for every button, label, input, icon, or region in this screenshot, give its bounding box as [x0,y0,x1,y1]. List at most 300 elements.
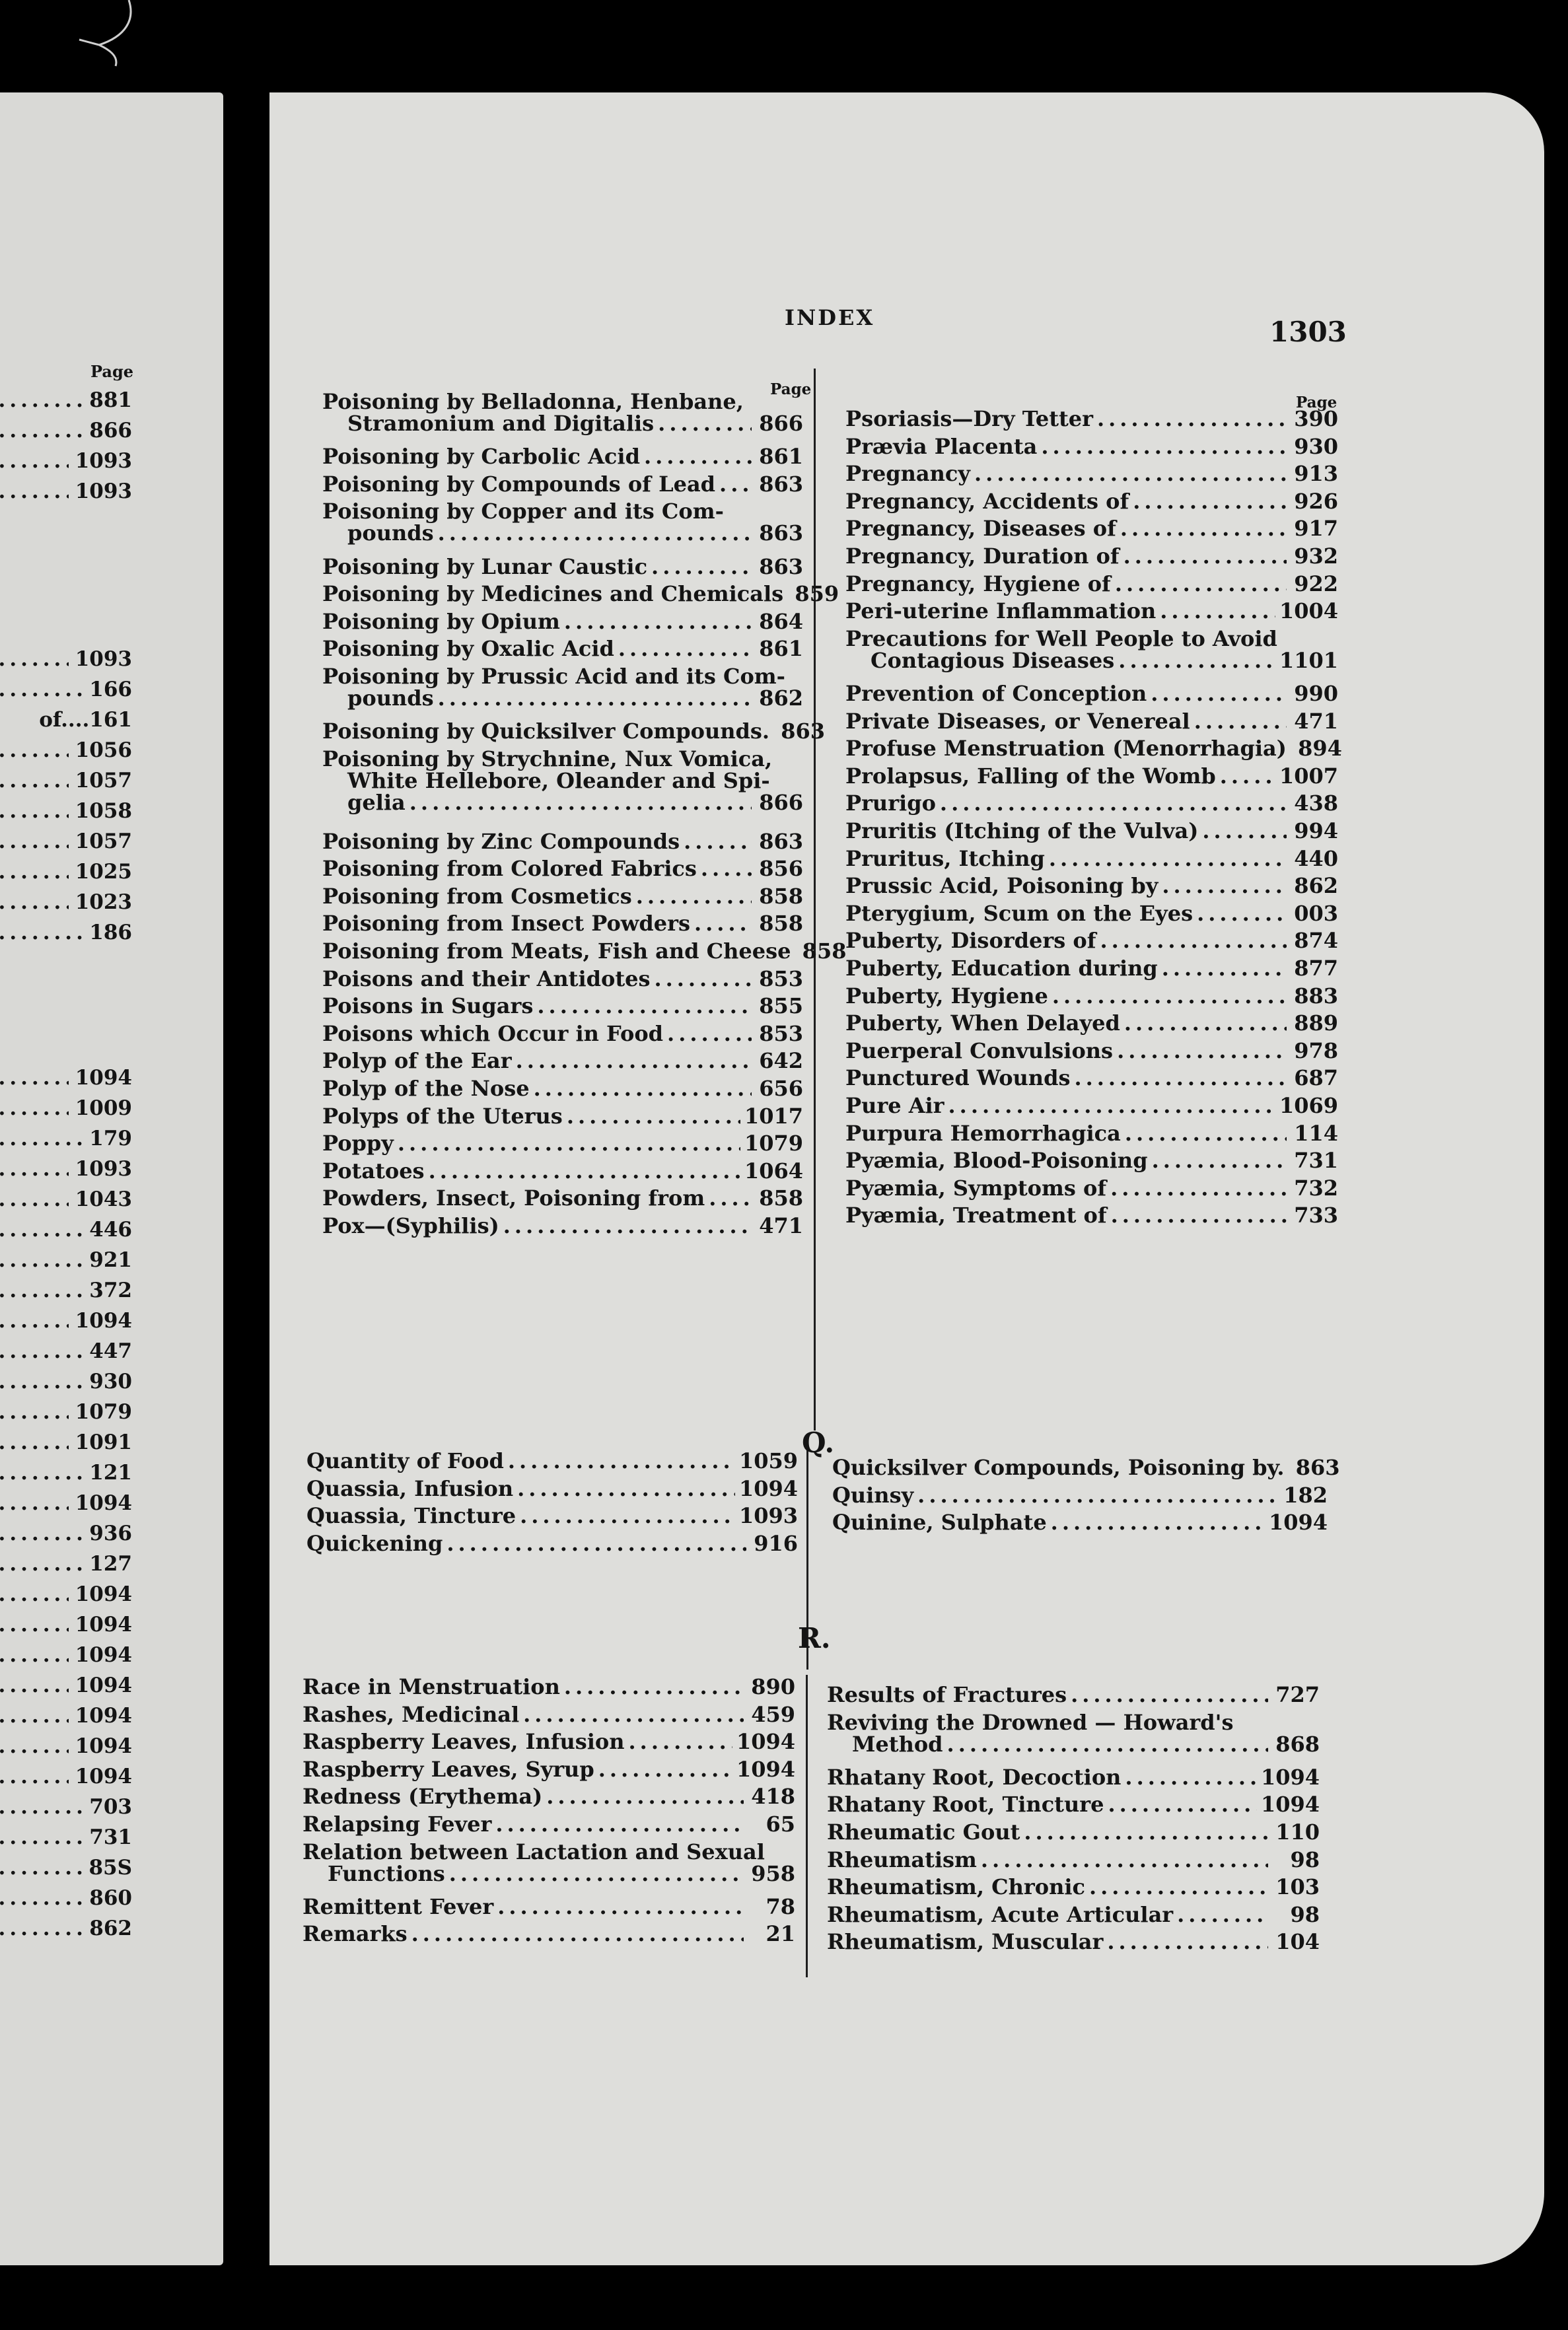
leader-dots [1120,518,1287,540]
leader-dots [0,1066,69,1090]
leader-dots [0,678,83,701]
entry-page-number: 1093 [738,1503,798,1529]
index-entry [322,1215,803,1237]
left-page-fragment [0,1582,132,1606]
leader-dots [411,1923,744,1945]
index-entry [827,1709,1320,1757]
leader-dots [0,647,69,671]
entry-page-number: 861 [759,444,803,470]
leader-dots [516,1050,752,1072]
leader-dots [0,1734,69,1758]
fragment-page-number: 121 [89,1461,132,1485]
index-entry [322,748,803,814]
left-page-fragment [0,479,132,503]
index-entry [303,1841,795,1885]
fragment-page-number: 866 [89,419,132,442]
entry-text: Poisoning from Colored Fabrics [322,856,697,882]
leader-dots [0,1643,69,1667]
fragment-page-number: 1093 [75,647,132,671]
fragment-page-number: 1094 [75,1491,132,1515]
index-entry [303,1731,795,1753]
left-page-fragment [0,1674,132,1697]
fragment-page-number: 1094 [75,1309,132,1333]
entry-page-number: 104 [1275,1929,1320,1955]
left-page-fragment [0,1279,132,1302]
fragment-page-number: 1058 [75,799,132,823]
fragment-page-number: 1043 [75,1187,132,1211]
entry-text: Poisoning by Compounds of Lead [322,471,716,497]
left-page-fragment [0,1522,132,1545]
leader-dots [0,419,83,442]
fragment-page-number: 166 [89,678,132,701]
entry-text: Puberty, Hygiene [845,983,1048,1008]
fragment-page-number: 731 [89,1825,132,1849]
leader-dots [0,830,69,853]
entry-text: Prolapsus, Falling of the Womb [845,763,1216,789]
entry-page-number: 859 [795,581,839,607]
entry-text: Precautions for Well People to Avoid [845,625,1277,651]
left-page-fragment [0,1248,132,1272]
entry-text: Pregnancy [845,461,970,487]
fragment-page-number: 1091 [75,1430,132,1454]
leader-dots [1024,1821,1268,1843]
leader-dots [1124,1012,1287,1034]
page-title: INDEX [785,305,875,330]
scan-corner-mark [0,0,172,73]
index-entry [845,793,1338,814]
entry-text: gelia [347,789,406,815]
column-page-label-left: Page [770,380,812,398]
left-page-fragment [0,1127,132,1150]
entry-page-number: 913 [1294,461,1338,487]
leader-dots [0,1309,69,1333]
entry-text: Rhatany Root, Decoction [827,1764,1122,1790]
index-entry [322,719,826,744]
entry-page-number: 916 [754,1530,798,1556]
entry-page-number: 1094 [1260,1792,1320,1818]
index-entry [322,938,847,964]
index-entry [322,1187,803,1209]
fragment-page-number: 372 [89,1279,132,1302]
index-entry [845,958,1338,979]
leader-dots [0,921,83,944]
entry-page-number: 861 [759,636,803,662]
entry-text: Quinsy [832,1482,914,1508]
index-entry [845,875,1338,897]
leader-dots [0,479,69,503]
fragment-page-number: 85S [89,1856,132,1880]
leader-dots [0,1825,83,1849]
leader-dots [1041,436,1287,458]
entry-page-number: 868 [1275,1731,1320,1757]
entry-text: Pyæmia, Symptoms of [845,1175,1107,1201]
leader-dots [0,1491,69,1515]
entry-text: Puberty, Education during [845,956,1158,981]
entry-text: Quickening [306,1530,443,1556]
leader-dots [1220,765,1275,787]
left-page-fragment [0,1765,132,1788]
entry-page-number: 103 [1275,1874,1320,1900]
fragment-page-number: 161 [89,708,132,732]
entry-page-number: 930 [1294,433,1338,459]
entry-text: Peri-uterine Inflammation [845,598,1157,624]
entry-page-number: 863 [759,520,803,546]
leader-dots [446,1533,746,1555]
fragment-page-number: 936 [89,1522,132,1545]
leader-dots [1071,1684,1268,1706]
entry-page-number: 732 [1294,1175,1338,1201]
entry-text: Rashes, Medicinal [303,1701,520,1727]
entry-text: Polyp of the Ear [322,1048,512,1074]
entry-text: Powders, Insect, Poisoning from [322,1185,705,1211]
leader-dots [940,793,1287,814]
index-entry [322,1050,803,1072]
entry-page-number: 1059 [738,1448,798,1473]
left-page-fragment [0,1400,132,1424]
index-entry [322,883,803,909]
fragment-page-number: 1025 [75,860,132,884]
entry-text: Purpura Hemorrhagica [845,1120,1121,1146]
index-entry [303,1814,795,1835]
entry-text: Pruritus, Itching [845,845,1045,871]
entry-text: Poisoning by Oxalic Acid [322,636,614,662]
fragment-page-number: 1094 [75,1643,132,1667]
leader-dots [0,799,69,823]
entry-page-number: 862 [759,686,803,711]
index-entry [303,1756,795,1782]
entry-page-number: 853 [759,1020,803,1046]
leader-dots [0,1279,83,1302]
fragment-page-number: 127 [89,1552,132,1576]
entry-text: Poisoning by Prussic Acid and its Com- [322,664,785,689]
index-entry [827,1821,1320,1843]
entry-page-number: 856 [759,856,803,882]
entry-text: Poisoning from Insect Powders [322,911,690,936]
entry-page-number: 889 [1294,1010,1338,1036]
entry-page-number: 1064 [744,1158,803,1183]
entry-page-number: 853 [759,966,803,991]
entry-page-number: 98 [1290,1847,1320,1872]
index-entry [845,1175,1338,1201]
left-page-fragment [0,1096,132,1120]
entry-text: Poisoning by Strychnine, Nux Vomica, [322,746,773,771]
fragment-page-number: 1094 [75,1704,132,1728]
entry-page-number: 863 [781,719,826,744]
fragment-page-number: 881 [89,388,132,412]
left-page-fragment [0,1218,132,1242]
fragment-page-number: 930 [89,1370,132,1394]
entry-text: Rheumatism, Acute Articular [827,1901,1174,1927]
entry-page-number: 858 [759,1185,803,1211]
leader-dots [0,1765,69,1788]
leader-dots [520,1505,735,1527]
fragment-page-number: 1079 [75,1400,132,1424]
leader-dots [429,1160,740,1182]
index-entry [322,1078,803,1100]
leader-dots [438,688,752,709]
entry-text: Poisoning from Cosmetics [322,883,632,909]
entry-page-number: 1007 [1279,763,1338,789]
entry-text: Pregnancy, Duration of [845,544,1120,569]
entry-text: Remittent Fever [303,1893,494,1919]
entry-page-number: 1079 [744,1131,803,1156]
leader-dots [0,738,69,762]
leader-dots [0,1704,69,1728]
entry-text: Potatoes [322,1158,425,1183]
leader-dots [1118,650,1275,672]
leader-dots [981,1849,1268,1871]
leader-dots [0,1218,83,1242]
entry-page-number: 1017 [744,1103,803,1129]
leader-dots [618,638,752,660]
index-entry [832,1455,1340,1480]
fragment-page-number: 1094 [75,1674,132,1697]
entry-text: Functions [328,1860,445,1886]
entry-page-number: 926 [1294,488,1338,514]
index-entry [845,1040,1338,1062]
entry-page-number: 727 [1275,1682,1320,1707]
index-page [269,92,1544,2265]
leader-dots [1074,1067,1287,1089]
entry-page-number: 978 [1294,1038,1338,1063]
leader-dots [667,1023,752,1045]
leader-dots [684,831,752,853]
leader-dots [410,792,752,814]
left-page-fragment [0,799,132,823]
entry-text: Quinine, Sulphate [832,1510,1047,1536]
left-page-fragment [0,1917,132,1940]
entry-text: Poisoning by Opium [322,608,560,634]
entry-text: pounds [347,686,434,711]
index-entry [845,1067,1338,1089]
fragment-page-number: 1093 [75,449,132,473]
index-entry [845,488,1338,514]
leader-dots [0,890,69,914]
entry-page-number: 418 [751,1784,795,1810]
left-page-fragment [0,890,132,914]
leader-dots [651,556,752,578]
index-entry [322,828,803,854]
left-page-fragment [0,1157,132,1181]
leader-dots [0,1248,83,1272]
entry-page-number: 922 [1294,571,1338,596]
index-entry [845,1095,1338,1117]
entry-page-number: 863 [759,471,803,497]
index-entry [322,968,803,990]
entry-page-number: 1094 [738,1475,798,1501]
leader-dots [1194,711,1287,732]
entry-page-number: 78 [766,1893,795,1919]
entry-text: Pterygium, Scum on the Eyes [845,900,1194,926]
entry-text: Prævia Placenta [845,433,1038,459]
leader-dots [0,1582,69,1606]
left-page-fragment [0,1734,132,1758]
left-page-fragment [0,1613,132,1637]
entry-page-number: 110 [1275,1819,1320,1845]
entry-page-number: 855 [759,993,803,1019]
leader-dots [1115,573,1287,595]
entry-text: Pyæmia, Blood-Poisoning [845,1148,1148,1174]
leader-dots [0,1096,69,1120]
entry-page-number: 894 [1298,736,1342,761]
entry-page-number: 1069 [1279,1093,1338,1118]
index-entry [827,1931,1320,1953]
left-page-fragment [0,1795,132,1819]
column-divider-r [806,1675,808,1977]
entry-text: Poisons which Occur in Food [322,1020,664,1046]
entry-text: Prurigo [845,791,936,816]
entry-text: Raspberry Leaves, Syrup [303,1756,594,1782]
index-entry [845,900,1338,926]
index-entry [303,1676,795,1698]
entry-page-number: 1094 [1260,1764,1320,1790]
entry-page-number: 733 [1294,1203,1338,1228]
previous-page-edge [0,92,223,2265]
entry-text: Puerperal Convulsions [845,1038,1114,1063]
index-entry [832,1482,1328,1508]
entry-text: Puberty, When Delayed [845,1010,1120,1036]
column-divider-p [814,369,816,1430]
index-entry [322,608,803,634]
index-entry [827,1849,1320,1871]
entry-page-number: 114 [1294,1120,1338,1146]
section-letter-r: R. [798,1622,831,1654]
fragment-page-number: 1094 [75,1734,132,1758]
fragment-page-number: 186 [89,921,132,944]
leader-dots [636,886,752,907]
entry-text: Poisoning by Carbolic Acid [322,444,640,470]
entry-page-number: 863 [759,553,803,579]
leader-dots [598,1759,732,1781]
index-entry [306,1475,798,1501]
leader-dots [0,1339,83,1363]
index-entry [845,1150,1338,1172]
entry-page-number: 858 [759,911,803,936]
leader-dots [564,611,752,633]
leader-dots [398,1133,740,1154]
leader-dots [0,1370,83,1394]
leader-dots [719,474,752,495]
index-entry [322,1133,803,1154]
entry-text: Poisoning from Meats, Fish and Cheese [322,938,791,964]
left-page-fragment [0,1309,132,1333]
index-entry [322,501,803,544]
leader-dots [1111,1205,1287,1226]
leader-dots [0,1461,83,1485]
entry-text: Rhatany Root, Tincture [827,1792,1104,1818]
leader-dots [0,1674,69,1697]
fragment-page-number: 1057 [75,830,132,853]
fragment-page-number: 1009 [75,1096,132,1120]
leader-dots [654,968,752,990]
left-page-fragment [0,449,132,473]
entry-text: Stramonium and Digitalis [347,411,655,436]
index-entry [322,1020,803,1046]
leader-dots [1202,820,1287,842]
index-entry [827,1794,1320,1816]
entry-page-number: 932 [1294,544,1338,569]
entry-page-number: 1004 [1279,598,1338,624]
entry-page-number: 731 [1294,1148,1338,1174]
entry-text: Prussic Acid, Poisoning by [845,873,1158,899]
entry-page-number: 990 [1294,681,1338,706]
leader-dots [497,1896,744,1918]
leader-dots [1162,875,1287,897]
entry-text: Redness (Erythema) [303,1784,543,1810]
index-entry [322,858,803,880]
leader-dots [701,858,752,880]
index-entry [832,1512,1328,1534]
leader-dots [0,1400,69,1424]
leader-dots [644,446,752,468]
leader-dots [1133,491,1287,512]
index-entry [827,1901,1320,1927]
index-entry [827,1876,1320,1898]
entry-text: Profuse Menstruation (Menorrhagia) [845,736,1287,761]
fragment-page-number: 703 [89,1795,132,1819]
leader-dots [0,769,69,793]
entry-text: Prevention of Conception [845,681,1147,706]
leader-dots [947,1734,1268,1755]
index-entry [322,553,803,579]
entry-page-number: 1094 [1268,1510,1328,1536]
index-entry [845,820,1338,842]
leader-dots [709,1187,752,1209]
leader-dots [0,1430,69,1454]
entry-text: Pregnancy, Accidents of [845,488,1129,514]
leader-dots [1089,1876,1268,1898]
entry-text: Poisoning by Zinc Compounds [322,828,680,854]
leader-dots [1100,930,1287,952]
fragment-page-number: 1093 [75,479,132,503]
entry-page-number: 858 [802,938,847,964]
entry-text: Raspberry Leaves, Infusion [303,1729,625,1755]
fragment-page-number: 1023 [75,890,132,914]
index-entry [303,1923,795,1945]
entry-text: pounds [347,520,434,546]
leader-dots [517,1478,735,1500]
fragment-page-number: 862 [89,1917,132,1940]
leader-dots [1052,985,1287,1007]
leader-dots [0,1187,69,1211]
entry-text: Quicksilver Compounds, Poisoning by. [832,1455,1285,1480]
entry-text: Pox—(Syphilis) [322,1213,499,1238]
index-entry [845,573,1338,595]
leader-dots [694,913,752,935]
leader-dots [546,1786,744,1808]
index-entry [845,463,1338,485]
left-page-fragment [0,1339,132,1363]
index-entry [827,1684,1320,1706]
leader-dots [917,1485,1276,1506]
entry-text: Poisoning by Medicines and Chemicals [322,581,784,607]
leader-dots [1097,408,1287,430]
left-page-fragment [0,388,132,412]
entry-page-number: 858 [759,883,803,909]
left-page-label: Page [90,362,133,381]
entry-text: Contagious Diseases [871,647,1115,673]
entry-text: Pregnancy, Diseases of [845,516,1116,542]
left-page-fragment [0,708,132,732]
left-page-fragment [0,1825,132,1849]
index-entry [845,1205,1338,1226]
entry-page-number: 866 [759,411,803,436]
left-page-fragment [0,1066,132,1090]
entry-text: Pregnancy, Hygiene of [845,571,1111,596]
entry-page-number: 182 [1283,1482,1328,1508]
entry-text: Poisoning by Lunar Caustic [322,553,648,579]
entry-text: Puberty, Disorders of [845,928,1096,954]
